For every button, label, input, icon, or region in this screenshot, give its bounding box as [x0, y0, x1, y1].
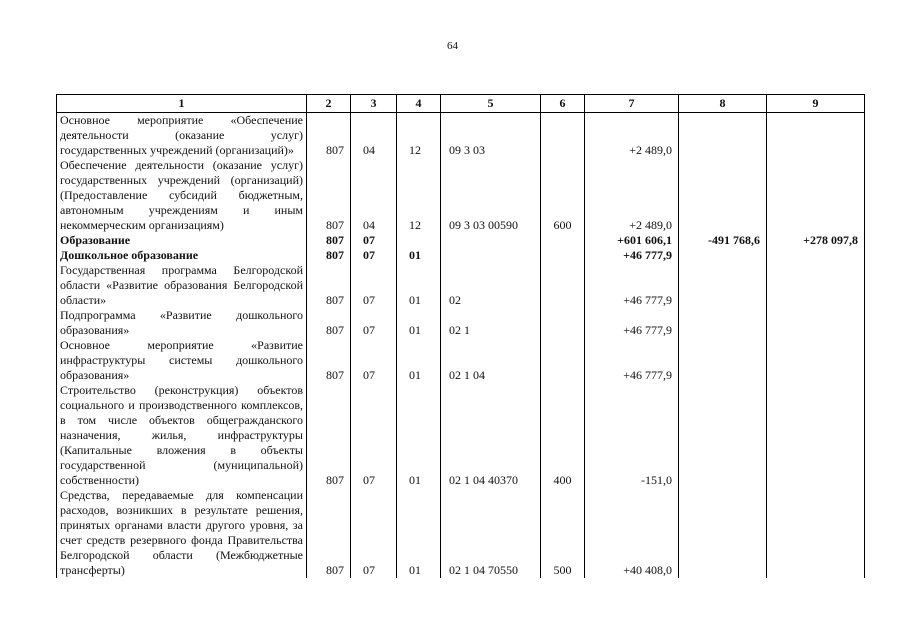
column-header: 6	[541, 95, 585, 113]
amount-col7-cell: +40 408,0	[585, 488, 679, 578]
table-row	[57, 158, 865, 233]
row-name-cell: Образование	[57, 233, 307, 248]
amount-col8-cell	[679, 158, 767, 233]
row-name-cell: Строительство (реконструкция) объектов социального и производственного комплексов, в том числе объектов общегражданского назначения, жилья, инфраструктуры (Капитальные вложения в объекты государственной (муниципальной) собственности)	[57, 383, 307, 488]
table-row	[57, 263, 865, 308]
ministry-code-cell: 807	[307, 338, 351, 383]
column-header: 5	[441, 95, 541, 113]
budget-table	[56, 94, 865, 578]
ministry-code-cell: 807	[307, 263, 351, 308]
target-article-cell: 02 1 04 40370	[441, 383, 541, 488]
column-header: 2	[307, 95, 351, 113]
column-header-row	[57, 95, 865, 113]
amount-col8-cell	[679, 308, 767, 338]
section-code-cell: 07	[351, 338, 397, 383]
subsection-code-cell: 01	[397, 248, 441, 263]
section-code-cell: 07	[351, 248, 397, 263]
amount-col9-cell	[767, 488, 865, 578]
amount-col7-cell: +601 606,1	[585, 233, 679, 248]
row-name-cell: Основное мероприятие «Развитие инфраструктуры системы дошкольного образования»	[57, 338, 307, 383]
expense-type-cell	[541, 233, 585, 248]
section-code-cell: 07	[351, 383, 397, 488]
subsection-code-cell: 01	[397, 488, 441, 578]
target-article-cell: 02	[441, 263, 541, 308]
column-header: 8	[679, 95, 767, 113]
amount-col9-cell	[767, 113, 865, 159]
table-row	[57, 113, 865, 159]
amount-col9-cell: +278 097,8	[767, 233, 865, 248]
section-code-cell: 07	[351, 263, 397, 308]
target-article-cell	[441, 233, 541, 248]
subsection-code-cell: 01	[397, 338, 441, 383]
expense-type-cell	[541, 308, 585, 338]
amount-col9-cell	[767, 263, 865, 308]
ministry-code-cell: 807	[307, 308, 351, 338]
section-code-cell: 07	[351, 488, 397, 578]
amount-col7-cell: +2 489,0	[585, 158, 679, 233]
ministry-code-cell: 807	[307, 488, 351, 578]
expense-type-cell: 600	[541, 158, 585, 233]
ministry-code-cell: 807	[307, 158, 351, 233]
section-code-cell: 07	[351, 308, 397, 338]
amount-col7-cell: +46 777,9	[585, 308, 679, 338]
column-header: 1	[57, 95, 307, 113]
subsection-code-cell: 12	[397, 158, 441, 233]
amount-col8-cell	[679, 263, 767, 308]
amount-col9-cell	[767, 308, 865, 338]
column-header: 7	[585, 95, 679, 113]
expense-type-cell: 500	[541, 488, 585, 578]
amount-col7-cell: +46 777,9	[585, 338, 679, 383]
amount-col9-cell	[767, 248, 865, 263]
row-name-cell: Государственная программа Белгородской области «Развитие образования Белгородской области»	[57, 263, 307, 308]
table-row	[57, 248, 865, 263]
amount-col9-cell	[767, 383, 865, 488]
ministry-code-cell: 807	[307, 233, 351, 248]
target-article-cell: 09 3 03	[441, 113, 541, 159]
column-header: 3	[351, 95, 397, 113]
subsection-code-cell	[397, 233, 441, 248]
amount-col7-cell: +2 489,0	[585, 113, 679, 159]
amount-col8-cell	[679, 488, 767, 578]
expense-type-cell	[541, 113, 585, 159]
amount-col9-cell	[767, 158, 865, 233]
column-header: 4	[397, 95, 441, 113]
subsection-code-cell: 01	[397, 263, 441, 308]
amount-col8-cell	[679, 113, 767, 159]
row-name-cell: Основное мероприятие «Обеспечение деятельности (оказание услуг) государственных учреждений (организаций)»	[57, 113, 307, 159]
subsection-code-cell: 01	[397, 383, 441, 488]
target-article-cell	[441, 248, 541, 263]
section-code-cell: 04	[351, 113, 397, 159]
expense-type-cell	[541, 338, 585, 383]
target-article-cell: 02 1 04	[441, 338, 541, 383]
row-name-cell: Обеспечение деятельности (оказание услуг) государственных учреждений (организаций) (Предоставление субсидий бюджетным, автономным учреждениям и иным некоммерческим организациям)	[57, 158, 307, 233]
table-row	[57, 308, 865, 338]
ministry-code-cell: 807	[307, 113, 351, 159]
amount-col8-cell: -491 768,6	[679, 233, 767, 248]
row-name-cell: Средства, передаваемые для компенсации расходов, возникших в результате решения, принятых органами власти другого уровня, за счет средств резервного фонда Правительства Белгородской области (Межбюджетные трансферты)	[57, 488, 307, 578]
amount-col7-cell: +46 777,9	[585, 248, 679, 263]
column-header: 9	[767, 95, 865, 113]
ministry-code-cell: 807	[307, 383, 351, 488]
amount-col8-cell	[679, 338, 767, 383]
table-row	[57, 338, 865, 383]
expense-type-cell	[541, 248, 585, 263]
expense-type-cell	[541, 263, 585, 308]
amount-col7-cell: -151,0	[585, 383, 679, 488]
table-body	[57, 113, 865, 579]
section-code-cell: 07	[351, 233, 397, 248]
table-row	[57, 233, 865, 248]
subsection-code-cell: 01	[397, 308, 441, 338]
amount-col8-cell	[679, 383, 767, 488]
target-article-cell: 02 1	[441, 308, 541, 338]
target-article-cell: 09 3 03 00590	[441, 158, 541, 233]
target-article-cell: 02 1 04 70550	[441, 488, 541, 578]
section-code-cell: 04	[351, 158, 397, 233]
expense-type-cell: 400	[541, 383, 585, 488]
table-row	[57, 383, 865, 488]
table-row	[57, 488, 865, 578]
page-number: 64	[447, 40, 458, 52]
amount-col7-cell: +46 777,9	[585, 263, 679, 308]
amount-col8-cell	[679, 248, 767, 263]
subsection-code-cell: 12	[397, 113, 441, 159]
amount-col9-cell	[767, 338, 865, 383]
row-name-cell: Дошкольное образование	[57, 248, 307, 263]
row-name-cell: Подпрограмма «Развитие дошкольного образования»	[57, 308, 307, 338]
ministry-code-cell: 807	[307, 248, 351, 263]
